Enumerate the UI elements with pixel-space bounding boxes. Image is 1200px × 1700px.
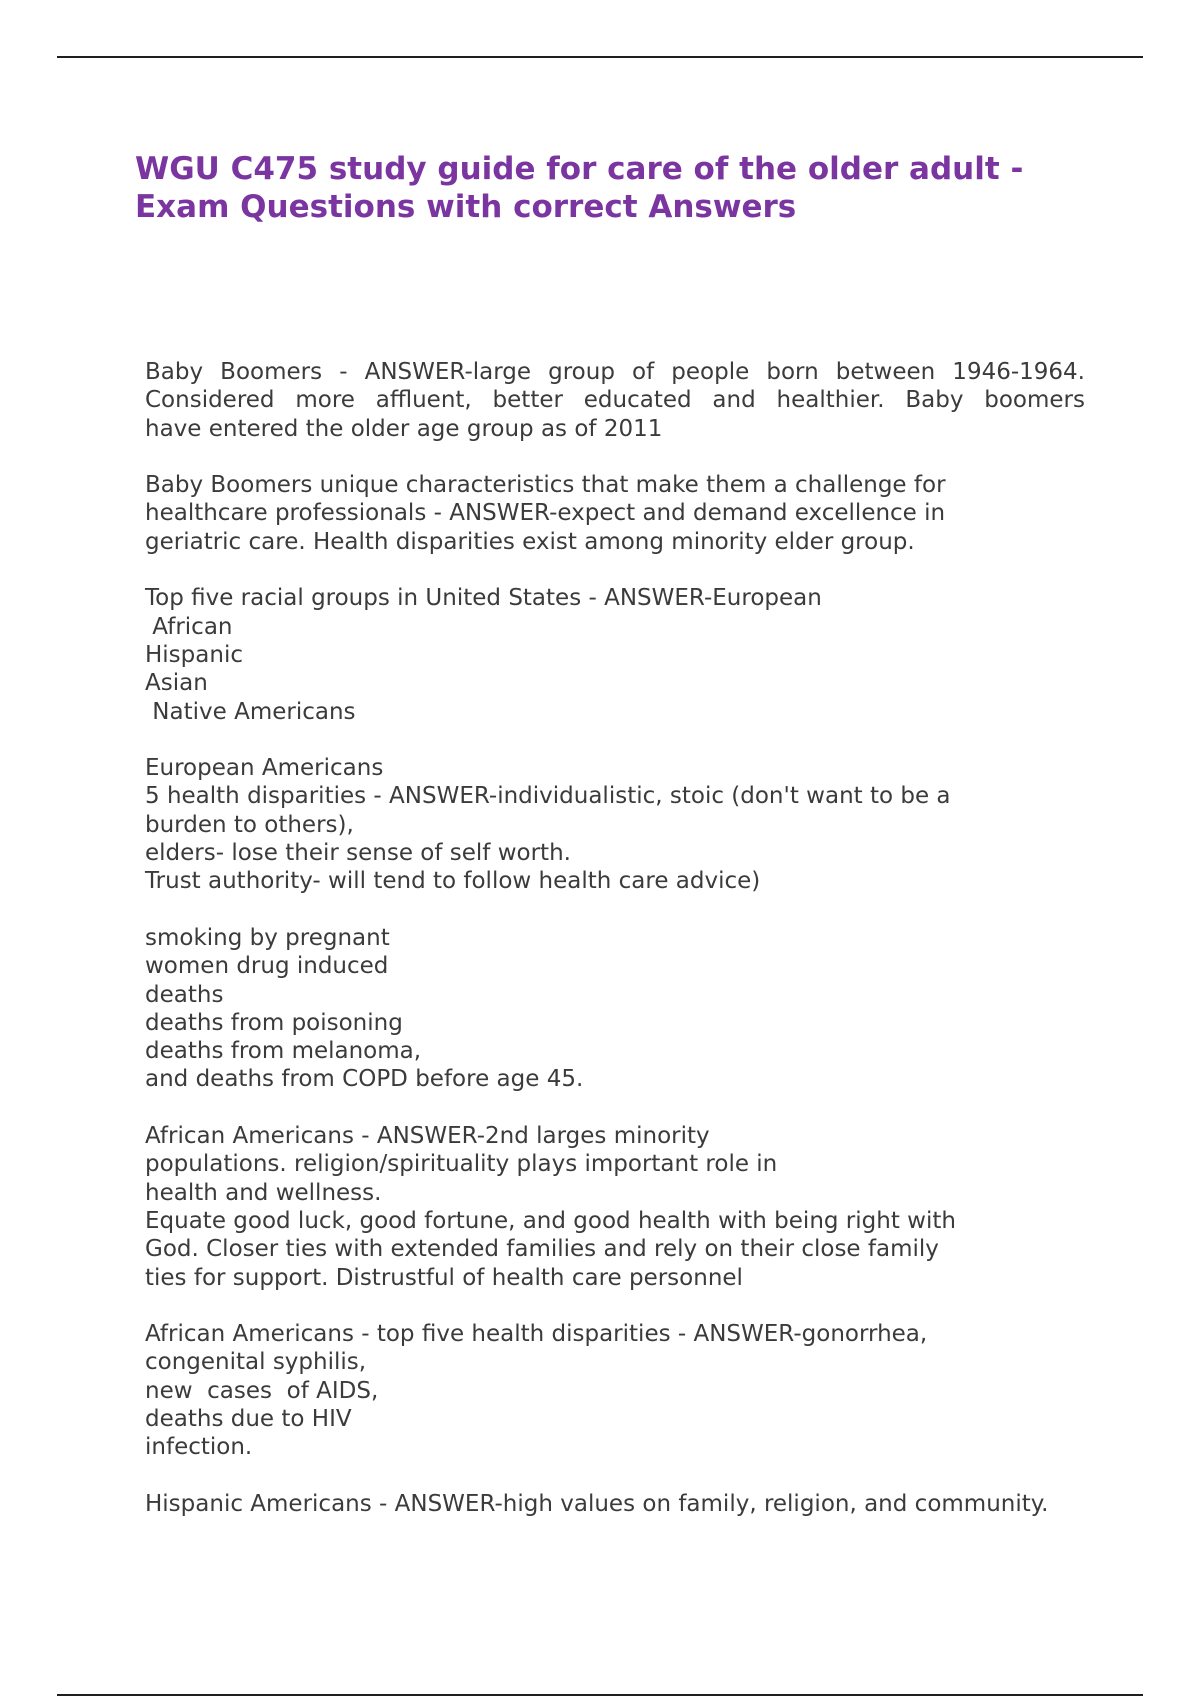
document-title xyxy=(135,150,1075,226)
document-body xyxy=(145,358,1085,1546)
entry-line: African xyxy=(145,613,233,640)
entry-line: Considered more affluent, better educated and healthier. Baby boomers xyxy=(145,387,1085,414)
title-line: WGU C475 study guide for care of the older adult - xyxy=(135,151,1024,187)
entry-line: European Americans xyxy=(145,755,384,782)
qa-entry-european-americans xyxy=(145,754,1085,895)
title-line: Exam Questions with correct Answers xyxy=(135,189,797,225)
entry-line: women drug induced xyxy=(145,953,389,980)
entry-line: infection. xyxy=(145,1434,253,1461)
entry-line: ties for support. Distrustful of health care personnel xyxy=(145,1264,743,1291)
qa-entry-african-americans xyxy=(145,1122,1085,1292)
entry-line: and deaths from COPD before age 45. xyxy=(145,1066,584,1093)
entry-line: Equate good luck, good fortune, and good health with being right with xyxy=(145,1207,956,1234)
entry-line: Native Americans xyxy=(145,698,356,725)
entry-line: health and wellness. xyxy=(145,1179,382,1206)
qa-entry-racial-groups xyxy=(145,584,1085,725)
entry-line: smoking by pregnant xyxy=(145,924,390,951)
entry-line: healthcare professionals - ANSWER-expect and demand excellence in xyxy=(145,500,946,527)
entry-line: deaths xyxy=(145,981,224,1008)
entry-line: African Americans - ANSWER-2nd larges minority xyxy=(145,1123,710,1150)
entry-line: deaths from melanoma, xyxy=(145,1038,422,1065)
entry-line: Asian xyxy=(145,670,208,697)
entry-line: Top five racial groups in United States - ANSWER-European xyxy=(145,585,822,612)
entry-line: Hispanic xyxy=(145,641,243,668)
entry-line: Trust authority- will tend to follow health care advice) xyxy=(145,868,761,895)
qa-entry-health-disparities-list xyxy=(145,924,1085,1094)
entry-line: have entered the older age group as of 2011 xyxy=(145,415,663,442)
bottom-rule xyxy=(57,1694,1143,1696)
entry-line: populations. religion/spirituality plays important role in xyxy=(145,1151,778,1178)
top-rule xyxy=(57,56,1143,58)
entry-line: congenital syphilis, xyxy=(145,1349,367,1376)
entry-line: Baby Boomers unique characteristics that make them a challenge for xyxy=(145,472,946,499)
entry-line: deaths due to HIV xyxy=(145,1405,352,1432)
entry-line: African Americans - top five health disparities - ANSWER-gonorrhea, xyxy=(145,1321,928,1348)
entry-line: Baby Boomers - ANSWER-large group of people born between 1946-1964. xyxy=(145,359,1085,385)
qa-entry-hispanic-americans xyxy=(145,1490,1085,1518)
entry-line: deaths from poisoning xyxy=(145,1009,403,1036)
qa-entry-baby-boomers-characteristics xyxy=(145,471,1085,556)
qa-entry-baby-boomers xyxy=(145,358,1085,443)
entry-line: elders- lose their sense of self worth. xyxy=(145,840,571,867)
entry-line: 5 health disparities - ANSWER-individualistic, stoic (don't want to be a xyxy=(145,783,951,810)
entry-line: Hispanic Americans - ANSWER-high values on family, religion, and community. xyxy=(145,1490,1049,1517)
entry-line: new cases of AIDS, xyxy=(145,1377,379,1404)
entry-line: God. Closer ties with extended families and rely on their close family xyxy=(145,1236,939,1263)
entry-line: burden to others), xyxy=(145,811,354,838)
entry-line: geriatric care. Health disparities exist among minority elder group. xyxy=(145,528,915,555)
qa-entry-african-americans-disparities xyxy=(145,1320,1085,1461)
